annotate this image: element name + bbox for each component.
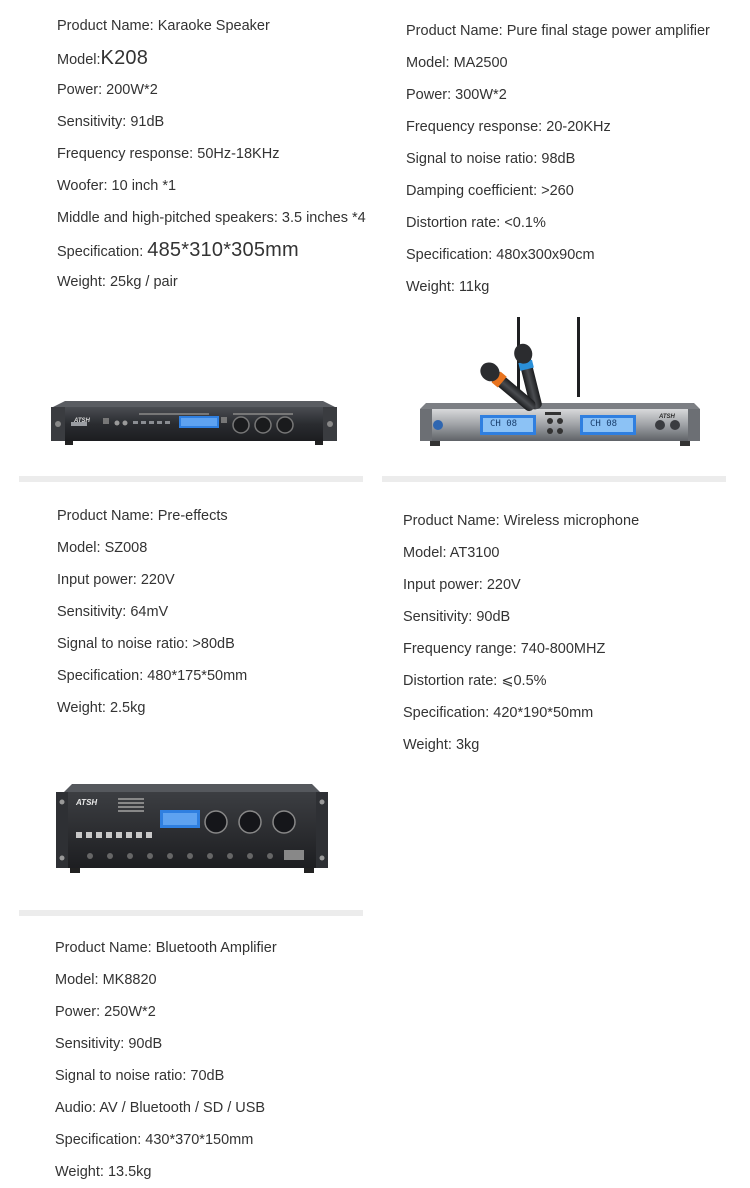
specification-line: Specification: 430*370*150mm [55,1132,254,1148]
product-name-line: Product Name: Bluetooth Amplifier [55,940,277,956]
pre-effects-logo: ATSH [74,418,90,424]
product-name-line: Product Name: Karaoke Speaker [57,18,270,34]
power-line: Power: 300W*2 [406,87,507,103]
weight-line: Weight: 2.5kg [57,700,146,716]
mic-display-a: CH 08 [490,419,518,429]
specification-line: Specification: 480*175*50mm [57,668,248,684]
spec-block-bluetooth-amplifier [55,932,277,1188]
damping-line: Damping coefficient: >260 [406,183,574,199]
frequency-range-line: Frequency range: 740-800MHZ [403,641,606,657]
product-name-line: Product Name: Wireless microphone [403,513,640,529]
distortion-line: Distortion rate: <0.1% [406,215,546,231]
sensitivity-line: Sensitivity: 64mV [57,604,169,620]
spec-block-wireless-microphone [403,505,639,761]
product-name-line: Product Name: Pre-effects [57,508,228,524]
power-line: Power: 250W*2 [55,1004,156,1020]
frequency-response-line: Frequency response: 50Hz-18KHz [57,146,280,162]
divider-right-1 [382,476,726,482]
bluetooth-amplifier-device-image [50,780,335,880]
model-line: Model: SZ008 [57,540,148,556]
sensitivity-line: Sensitivity: 91dB [57,114,165,130]
specification-line: Specification: 485*310*305mm [57,239,299,261]
snr-line: Signal to noise ratio: >80dB [57,636,235,652]
divider-left-1 [19,476,363,482]
snr-line: Signal to noise ratio: 98dB [406,151,576,167]
model-line: Model:K208 [57,47,149,69]
weight-line: Weight: 25kg / pair [57,274,178,290]
mic-receiver-logo: ATSH [659,414,675,420]
distortion-line: Distortion rate: ⩽0.5% [403,673,547,689]
input-power-line: Input power: 220V [57,572,175,588]
audio-line: Audio: AV / Bluetooth / SD / USB [55,1100,266,1116]
wireless-microphone-device-image [410,315,710,455]
product-name-line: Product Name: Pure final stage power amplifier [406,23,710,39]
sensitivity-line: Sensitivity: 90dB [55,1036,163,1052]
divider-left-2 [19,910,363,916]
model-line: Model: MA2500 [406,55,508,71]
spec-block-karaoke-speaker [57,10,366,298]
power-line: Power: 200W*2 [57,82,158,98]
bluetooth-amplifier-logo: ATSH [76,798,98,807]
spec-block-power-amplifier [406,15,710,303]
input-power-line: Input power: 220V [403,577,521,593]
frequency-response-line: Frequency response: 20-20KHz [406,119,611,135]
model-line: Model: MK8820 [55,972,157,988]
mid-high-speakers-line: Middle and high-pitched speakers: 3.5 inches *4 [57,210,366,226]
mic-display-b: CH 08 [590,419,618,429]
spec-block-pre-effects [57,500,247,724]
weight-line: Weight: 3kg [403,737,480,753]
woofer-line: Woofer: 10 inch *1 [57,178,177,194]
specification-line: Specification: 420*190*50mm [403,705,594,721]
weight-line: Weight: 11kg [406,279,490,295]
specification-line: Specification: 480x300x90cm [406,247,595,263]
weight-line: Weight: 13.5kg [55,1164,152,1180]
snr-line: Signal to noise ratio: 70dB [55,1068,225,1084]
model-line: Model: AT3100 [403,545,500,561]
sensitivity-line: Sensitivity: 90dB [403,609,511,625]
